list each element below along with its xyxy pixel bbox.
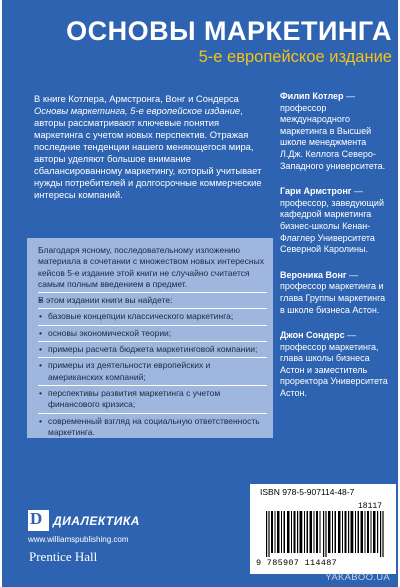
feature-item: • примеры из деятельности европейских и американских компаний; (38, 357, 267, 385)
author-armstrong (280, 186, 390, 256)
author-bio: — профессор международного маркетинга в Высшей школе менеджмента Л.Дж. Келлога Северо-Западного университета. (280, 91, 386, 171)
features-lead: • В этом издании книги вы найдете: (38, 292, 267, 308)
intro-paragraph (34, 93, 266, 201)
publisher-logo (28, 510, 140, 531)
features-panel (27, 238, 273, 438)
author-name: Джон Сондерс (280, 330, 345, 341)
barcode-digits: 9 785907 114487 (256, 558, 338, 568)
author-wong (280, 270, 390, 316)
authors-column (280, 91, 390, 414)
publisher-name: Prentice Hall (29, 549, 98, 564)
publisher-logo-icon (28, 510, 49, 531)
isbn-number: ISBN 978-5-907114-48-7 (260, 487, 355, 497)
features-list (38, 292, 267, 440)
author-name: Вероника Вонг (280, 269, 347, 280)
logo-mark-letter: D (30, 509, 43, 528)
author-kotler (280, 91, 390, 172)
author-name: Филип Котлер (280, 91, 344, 101)
author-name: Гари Армстронг (280, 186, 352, 197)
feature-item: • современный взгляд на социальную ответственность маркетинга. (38, 413, 267, 441)
intro-text-end: , авторы рассматривают ключевые понятия маркетинга с учетом новых перспектив. Отражая последние тенденции нашего меняющегося мира, авторы уделяют большое внимание сбалансированному маркетингу, который учитывает нужды потребителей и долгосрочные коммерческие интересы компаний. (34, 105, 262, 200)
author-bio: — профессор маркетинга и глава Группы маркетинга в школе бизнеса Астон. (280, 269, 386, 315)
book-back-cover (2, 0, 398, 587)
book-title: ОСНОВЫ МАРКЕТИНГА (66, 16, 392, 46)
watermark: YAKABOO.UA (325, 572, 390, 583)
publisher-logo-text: ДИАЛЕКТИКА (53, 513, 140, 528)
feature-item: • перспективы развития маркетинга с учетом финансового кризиса; (38, 385, 267, 413)
edition-subtitle: 5-е европейское издание (198, 48, 392, 66)
intro-book-title: Основы маркетинга, 5-е европейское издание (34, 105, 241, 116)
isbn-addon-code: 18117 (357, 502, 382, 511)
barcode-icon (266, 511, 390, 557)
feature-item: • базовые концепции классического маркетинга; (38, 308, 267, 324)
intro-text-start: В книге Котлера, Армстронга, Вонг и Сондерса (34, 93, 239, 104)
publisher-website: www.williamspublishing.com (28, 535, 129, 544)
author-bio: — профессор маркетинга, глава школы бизнеса Астон и заместитель проректора Университета Астон. (280, 330, 388, 399)
feature-item: • основы экономической теории; (38, 325, 267, 341)
panel-paragraph: Благодаря ясному, последовательному изложению материала в сочетании с множеством новых интересных кейсов 5-е издание этой книги не случайно считается самым полным введением в предмет. (38, 245, 264, 289)
isbn-barcode-box (250, 484, 396, 574)
author-bio: — профессор, заведующий кафедрой маркетинга бизнес-школы Кенан-Флаглер Университета Северной Каролины. (280, 186, 384, 255)
author-saunders (280, 330, 390, 400)
feature-item: • примеры расчета бюджета маркетинговой компании; (38, 341, 267, 357)
